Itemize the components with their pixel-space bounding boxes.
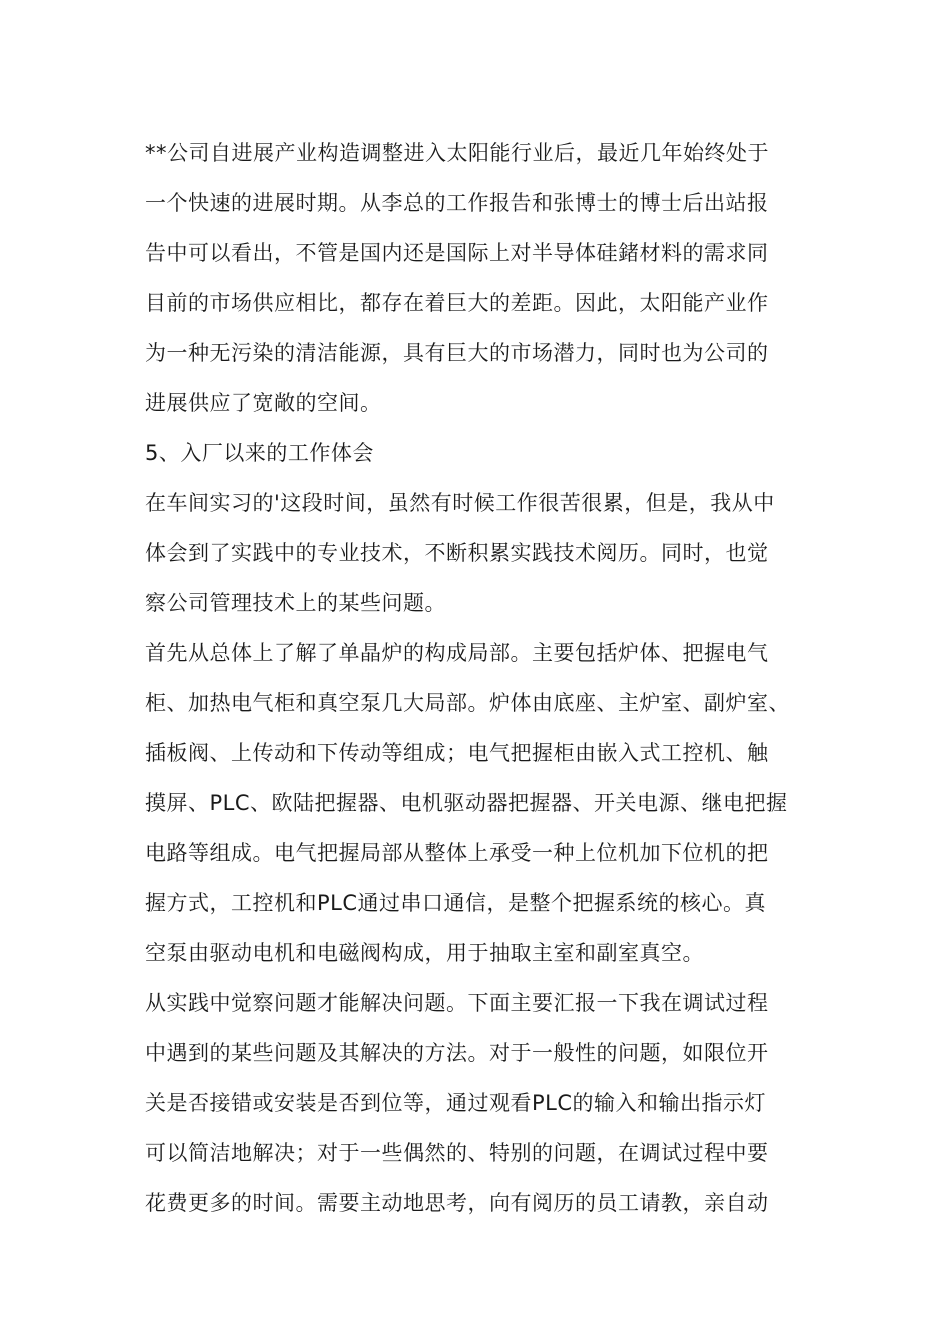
text-line: 花费更多的时间。需要主动地思考，向有阅历的员工请教，亲自动 <box>145 1191 769 1215</box>
text-line: 从实践中觉察问题才能解决问题。下面主要汇报一下我在调试过程 <box>145 991 769 1015</box>
text-line: 在车间实习的'这段时间，虽然有时候工作很苦很累，但是，我从中 <box>145 491 775 515</box>
text-line: 察公司管理技术上的某些问题。 <box>145 591 446 615</box>
text-line: 为一种无污染的清洁能源，具有巨大的市场潜力，同时也为公司的 <box>145 341 769 365</box>
text-line: 目前的市场供应相比，都存在着巨大的差距。因此，太阳能产业作 <box>145 291 769 315</box>
text-line: 体会到了实践中的专业技术，不断积累实践技术阅历。同时，也觉 <box>145 541 769 565</box>
text-line: 首先从总体上了解了单晶炉的构成局部。主要包括炉体、把握电气 <box>145 641 769 665</box>
text-line: 可以简洁地解决；对于一些偶然的、特别的问题，在调试过程中要 <box>145 1141 769 1165</box>
body-text <box>145 128 835 1228</box>
text-line: 关是否接错或安装是否到位等，通过观看PLC的输入和输出指示灯 <box>145 1091 767 1115</box>
text-line: 插板阀、上传动和下传动等组成；电气把握柜由嵌入式工控机、触 <box>145 741 769 765</box>
text-line: 柜、加热电气柜和真空泵几大局部。炉体由底座、主炉室、副炉室、 <box>145 691 790 715</box>
text-line: 进展供应了宽敞的空间。 <box>145 391 382 415</box>
text-line: 空泵由驱动电机和电磁阀构成，用于抽取主室和副室真空。 <box>145 941 704 965</box>
section-heading: 5、入厂以来的工作体会 <box>145 441 374 465</box>
text-line: 中遇到的某些问题及其解决的方法。对于一般性的问题，如限位开 <box>145 1041 769 1065</box>
text-line: 一个快速的进展时期。从李总的工作报告和张博士的博士后出站报 <box>145 191 769 215</box>
text-line: 摸屏、PLC、欧陆把握器、电机驱动器把握器、开关电源、继电把握 <box>145 791 788 815</box>
text-line: 告中可以看出，不管是国内还是国际上对半导体硅鍺材料的需求同 <box>145 241 769 265</box>
text-line: **公司自进展产业构造调整进入太阳能行业后，最近几年始终处于 <box>145 141 769 165</box>
text-line: 电路等组成。电气把握局部从整体上承受一种上位机加下位机的把 <box>145 841 769 865</box>
text-line: 握方式，工控机和PLC通过串口通信，是整个把握系统的核心。真 <box>145 891 767 915</box>
